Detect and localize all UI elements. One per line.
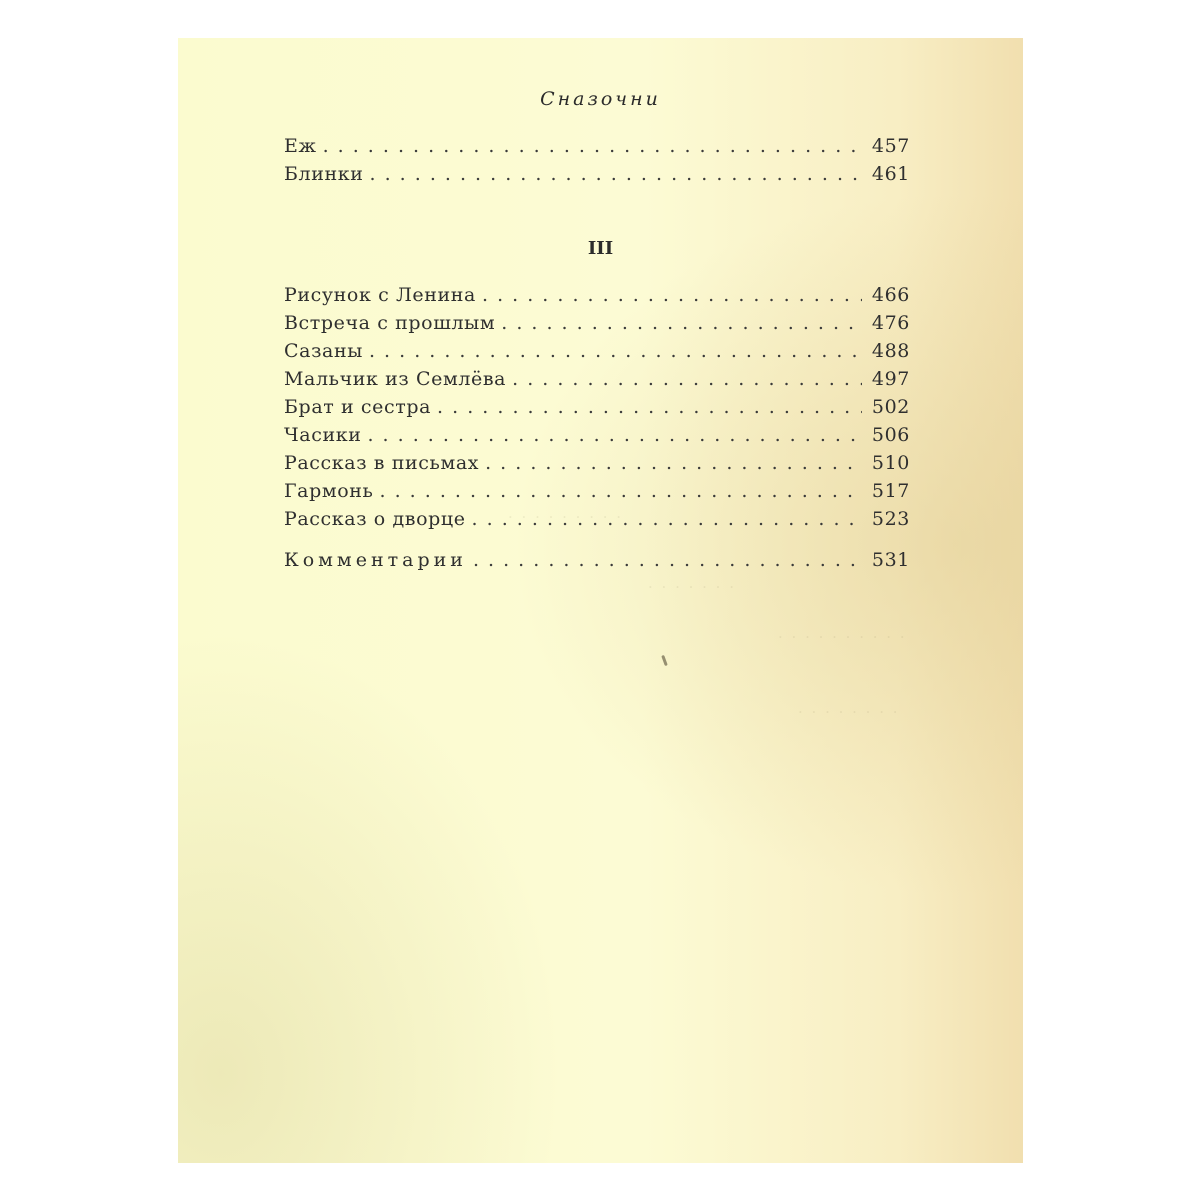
dot-leader [323,132,862,160]
ink-speck [661,655,668,666]
toc-entry [284,337,910,365]
toc-entry-page: 510 [871,452,910,474]
book-page [178,38,1023,1163]
toc-entry-title: Мальчик из Семлёва [284,368,507,390]
toc-entry [284,546,910,574]
dot-leader [473,546,862,574]
toc-entry-page: 523 [871,508,910,530]
toc-entry [284,477,910,505]
section-title: Сназочни [540,88,661,110]
dot-leader [437,393,862,421]
toc-group [284,132,910,188]
toc-entry-page: 506 [871,424,910,446]
dot-leader [482,281,862,309]
toc-entry [284,393,910,421]
toc-entry-title: Встреча с прошлым [284,312,496,334]
toc-entry [284,449,910,477]
toc-entry [284,281,910,309]
dot-leader [512,365,862,393]
bleed-through-text: · · · · · · · · · · [778,628,907,646]
toc-entry-title: Блинки [284,163,364,185]
toc-entry [284,365,910,393]
toc-entry-title: Часики [284,424,362,446]
dot-leader [472,505,862,533]
toc-entry-title: Рассказ в письмах [284,452,480,474]
toc-entry-page: 488 [871,340,910,362]
toc-entry-title: Сазаны [284,340,363,362]
dot-leader [380,477,863,505]
dot-leader [370,160,863,188]
toc-entry [284,160,910,188]
toc-entry-page: 461 [871,163,910,185]
toc-group [284,281,910,533]
toc-entry [284,309,910,337]
toc-entry-page: 497 [871,368,910,390]
toc-entry-title: Гармонь [284,480,374,502]
toc-entry-page: 502 [871,396,910,418]
toc-entry-title: Еж [284,135,317,157]
dot-leader [369,337,862,365]
toc-entry [284,132,910,160]
toc-entry [284,505,910,533]
bleed-through-text: · · · · · · · [648,578,736,596]
dot-leader [485,449,862,477]
toc-entry-page: 531 [871,549,910,571]
toc-entry-title: Комментарии [284,549,467,571]
dot-leader [367,421,862,449]
toc-entry-page: 457 [871,135,910,157]
toc-entry-page: 476 [871,312,910,334]
toc-group [284,546,910,574]
toc-entry-title: Рассказ о дворце [284,508,466,530]
dot-leader [501,309,862,337]
toc-entry-page: 517 [871,480,910,502]
toc-entry-title: Брат и сестра [284,396,432,418]
bleed-through-text: · · · · · · · · · [508,508,624,526]
toc-entry-page: 466 [871,284,910,306]
bleed-through-text: · · · · · · · · [798,703,900,721]
toc-entry-title: Рисунок с Ленина [284,284,476,306]
toc-entry [284,421,910,449]
part-number: III [587,238,614,259]
